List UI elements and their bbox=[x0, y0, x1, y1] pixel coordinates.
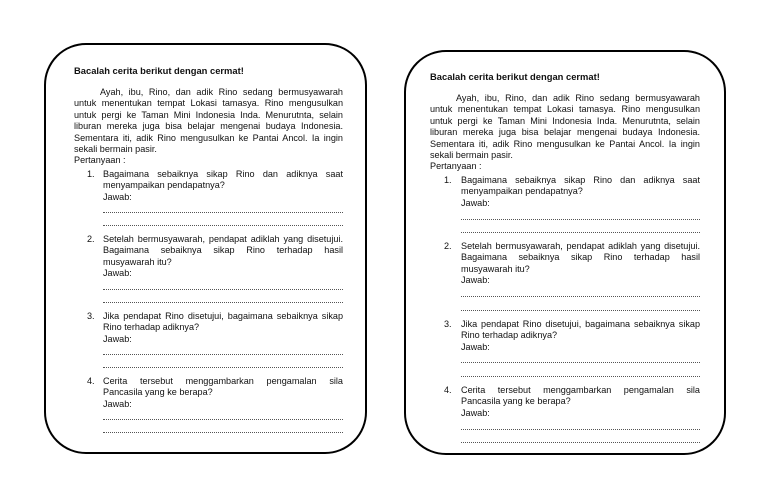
question-number: 3. bbox=[444, 318, 452, 329]
question-list bbox=[430, 175, 700, 443]
question-number: 1. bbox=[444, 174, 452, 185]
question-text: Bagaimana sebaiknya sikap Rino dan adiknya saat menyampaikan pendapatnya? bbox=[103, 168, 343, 191]
answer-line[interactable] bbox=[103, 410, 343, 420]
questions-label: Pertanyaan : bbox=[74, 155, 126, 166]
answer-label: Jawab: bbox=[461, 407, 490, 418]
question-text: Jika pendapat Rino disetujui, bagaimana sebaiknya sikap Rino terhadap adiknya? bbox=[103, 310, 343, 333]
answer-line[interactable] bbox=[461, 209, 700, 220]
questions-label: Pertanyaan : bbox=[430, 161, 482, 172]
answer-line[interactable] bbox=[103, 203, 343, 213]
answer-line[interactable] bbox=[103, 423, 343, 433]
answer-line[interactable] bbox=[103, 293, 343, 303]
question-item bbox=[430, 385, 700, 443]
question-text: Cerita tersebut menggambarkan pengamalan sila Pancasila yang ke berapa? bbox=[103, 375, 343, 398]
worksheet-title: Bacalah cerita berikut dengan cermat! bbox=[430, 71, 600, 82]
answer-line[interactable] bbox=[103, 216, 343, 226]
answer-label: Jawab: bbox=[461, 275, 490, 286]
question-text: Setelah bermusyawarah, pendapat adiklah yang disetujui. Bagaimana sebaiknya sikap Rino terhadap hasil musyawarah itu? bbox=[103, 234, 343, 267]
answer-line[interactable] bbox=[461, 300, 700, 311]
answer-label: Jawab: bbox=[103, 333, 132, 344]
story-paragraph: Ayah, ibu, Rino, dan adik Rino sedang bermusyawarah untuk menentukan tempat Lokasi tamasya. Rino mengusulkan untuk pergi ke Taman Mini Indonesia Inda. Menurutnta, selain liburan mereka juga bisa belajar mengenai budaya Indonesia. Sementara iti, adik Rino mengusulkan ke Pantai Ancol. Ia ingin sekali bermain pasir. bbox=[74, 87, 343, 155]
question-number: 1. bbox=[87, 168, 95, 179]
question-number: 4. bbox=[444, 384, 452, 395]
answer-label: Jawab: bbox=[103, 191, 132, 202]
question-number: 3. bbox=[87, 310, 95, 321]
answer-line[interactable] bbox=[103, 345, 343, 355]
question-item bbox=[74, 376, 343, 433]
story-paragraph: Ayah, ibu, Rino, dan adik Rino sedang bermusyawarah untuk menentukan tempat Lokasi tamasya. Rino mengusulkan untuk pergi ke Taman Mini Indonesia Inda. Menurutnta, selain liburan mereka juga bisa belajar mengenai budaya Indonesia. Sementara iti, adik Rino mengusulkan ke Pantai Ancol. Ia ingin sekali bermain pasir. bbox=[430, 93, 700, 161]
answer-line[interactable] bbox=[461, 419, 700, 430]
question-item bbox=[430, 175, 700, 233]
question-item bbox=[430, 241, 700, 311]
answer-label: Jawab: bbox=[461, 197, 490, 208]
answer-label: Jawab: bbox=[103, 268, 132, 279]
answer-line[interactable] bbox=[461, 287, 700, 298]
question-number: 2. bbox=[87, 234, 95, 245]
answer-line[interactable] bbox=[103, 358, 343, 368]
question-list bbox=[74, 169, 343, 433]
answer-line[interactable] bbox=[461, 353, 700, 364]
question-text: Cerita tersebut menggambarkan pengamalan sila Pancasila yang ke berapa? bbox=[461, 384, 700, 407]
answer-line[interactable] bbox=[103, 280, 343, 290]
question-item bbox=[74, 169, 343, 226]
answer-label: Jawab: bbox=[103, 398, 132, 409]
question-text: Jika pendapat Rino disetujui, bagaimana sebaiknya sikap Rino terhadap adiknya? bbox=[461, 318, 700, 341]
question-number: 2. bbox=[444, 241, 452, 252]
question-text: Setelah bermusyawarah, pendapat adiklah yang disetujui. Bagaimana sebaiknya sikap Rino terhadap hasil musyawarah itu? bbox=[461, 241, 700, 274]
worksheet-title: Bacalah cerita berikut dengan cermat! bbox=[74, 65, 244, 76]
question-item bbox=[74, 234, 343, 303]
answer-line[interactable] bbox=[461, 223, 700, 234]
answer-label: Jawab: bbox=[461, 341, 490, 352]
answer-line[interactable] bbox=[461, 366, 700, 377]
question-item bbox=[430, 319, 700, 377]
question-number: 4. bbox=[87, 375, 95, 386]
worksheet-card-right bbox=[404, 50, 726, 455]
answer-line[interactable] bbox=[461, 433, 700, 444]
worksheet-card-left bbox=[44, 43, 367, 454]
question-item bbox=[74, 311, 343, 368]
question-text: Bagaimana sebaiknya sikap Rino dan adiknya saat menyampaikan pendapatnya? bbox=[461, 174, 700, 197]
